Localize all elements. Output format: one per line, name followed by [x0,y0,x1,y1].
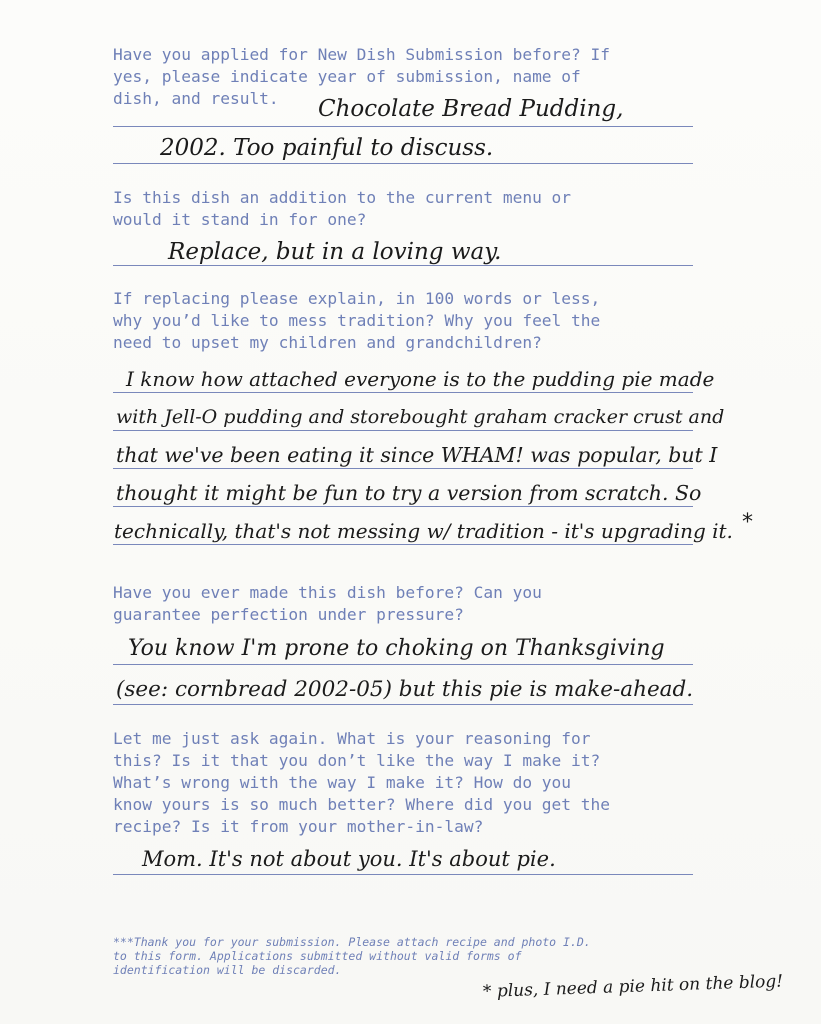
answer-rule-line [113,430,693,431]
answer-reasoning-again: Mom. It's not about you. It's about pie. [142,847,556,871]
question-previous-submission: Have you applied for New Dish Submission before? If yes, please indicate year of submission, name of dish, and result. [113,45,611,108]
answer-made-before-line-2: (see: cornbread 2002-05) but this pie is make-ahead. [116,677,694,702]
answer-rule-line [113,704,693,705]
answer-rule-line [113,468,693,469]
question-reason-replacing: If replacing please explain, in 100 words or less, why you’d like to mess tradition? Why you feel the need to upset my children and grandchildren? [113,289,601,352]
question-made-before: Have you ever made this dish before? Can you guarantee perfection under pressure? [113,583,542,624]
answer-reason-line-4: thought it might be fun to try a version from scratch. So [116,481,702,505]
answer-rule-line [113,163,693,164]
answer-previous-submission-line-1: Chocolate Bread Pudding, [318,96,624,122]
answer-addition-or-replace: Replace, but in a loving way. [168,239,502,265]
answer-rule-line [113,265,693,266]
answer-rule-line [113,506,693,507]
question-reasoning-again: Let me just ask again. What is your reasoning for this? Is it that you don’t like the way I make it? What’s wrong with the way I make it? How do you know yours is so much better? Where did you get the recipe? Is it from your mother-in-law? [113,729,611,836]
form-footer-note: ***Thank you for your submission. Please attach recipe and photo I.D. to this form. Applications submitted without valid forms of identification will be discarded. [113,935,591,977]
answer-reason-line-2: with Jell-O pudding and storebought graham cracker crust and [116,406,725,428]
answer-reason-line-5: technically, that's not messing w/ tradition - it's upgrading it. [114,519,733,543]
answer-reason-line-1: I know how attached everyone is to the pudding pie made [126,367,715,391]
answer-rule-line [113,392,693,393]
answer-reason-line-3: that we've been eating it since WHAM! was popular, but I [116,443,718,467]
answer-rule-line [113,874,693,875]
handwritten-footnote: * plus, I need a pie hit on the blog! [482,971,784,1002]
answer-rule-line [113,664,693,665]
answer-made-before-line-1: You know I'm prone to choking on Thanksgiving [128,636,665,661]
question-addition-or-replace: Is this dish an addition to the current menu or would it stand in for one? [113,188,572,229]
answer-rule-line [113,126,693,127]
asterisk-mark: * [742,510,753,535]
answer-rule-line [113,544,693,545]
answer-previous-submission-line-2: 2002. Too painful to discuss. [160,135,494,161]
